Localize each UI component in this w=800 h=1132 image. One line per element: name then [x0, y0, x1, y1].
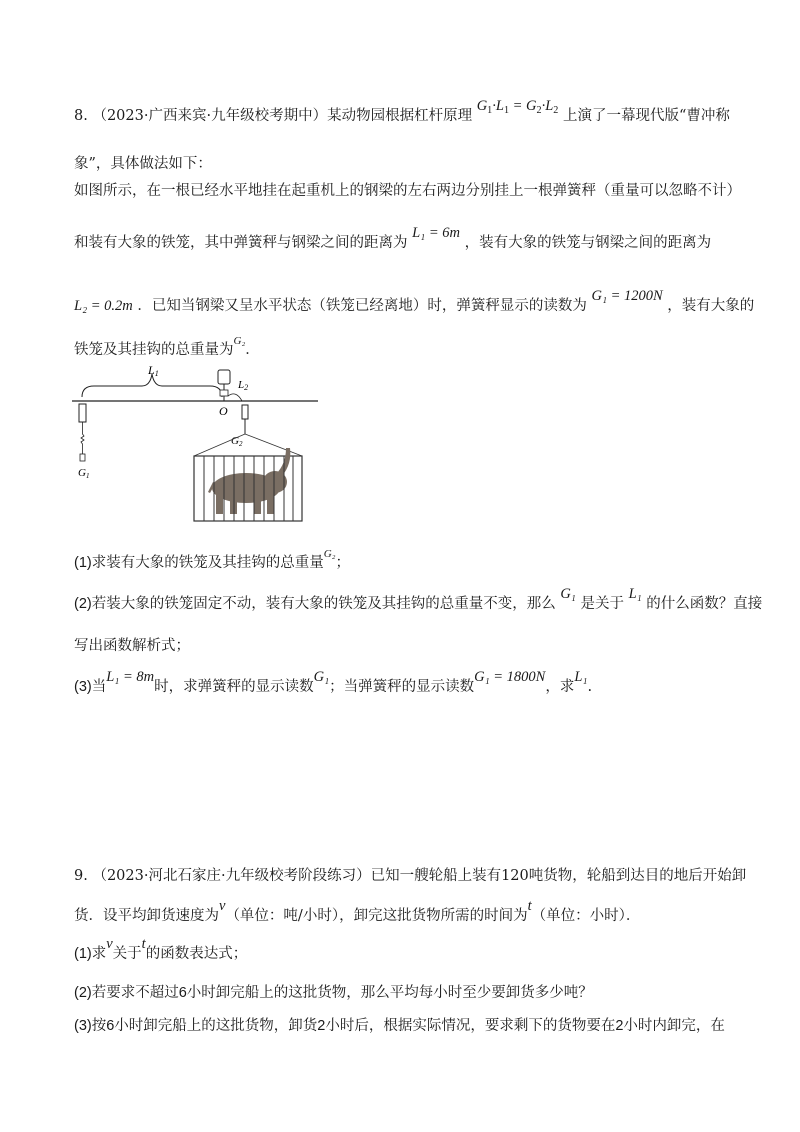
math-L1-6m: L₁ = 6m — [412, 225, 460, 241]
q8-line6-text-b: ． — [245, 342, 260, 358]
q8-line6-text-a: 铁笼及其挂钩的总重量为 — [74, 342, 234, 358]
math-v: v — [219, 898, 226, 914]
q8-sub2-text-a: (2)若装大象的铁笼固定不动，装有大象的铁笼及其挂钩的总重量不变，那么 — [74, 596, 556, 612]
q9-number: 9. — [74, 868, 88, 884]
q8-sub-3 — [74, 669, 593, 697]
l1-label: L1 — [148, 364, 159, 378]
q8-sub-1 — [74, 548, 351, 574]
lever-principle-formula: $G_1\cdot L_1 = G_2\cdot L_2$ — [476, 98, 559, 116]
q8-line4-text-a: 和装有大象的铁笼，其中弹簧秤与钢梁之间的距离为 — [74, 235, 408, 251]
crane-hook-box — [218, 370, 230, 384]
q8-line-3: 如图所示，在一根已经水平地挂在起重机上的钢梁的左右两边分别挂上一根弹簧秤（重量可以忽略不计） — [74, 183, 741, 199]
q8-line-2: 象”，具体做法如下： — [74, 156, 212, 172]
math-t-sub1: t — [141, 936, 146, 952]
q8-line-6 — [74, 335, 260, 361]
q8-sub1-text: (1)求装有大象的铁笼及其挂钩的总重量 — [74, 555, 324, 571]
q9-line2-text-c: （单位：小时）． — [531, 908, 641, 924]
l2-label: L2 — [238, 379, 249, 392]
spring-scale — [79, 404, 86, 422]
g1-label: G1 — [78, 467, 90, 480]
q8-sub3-text-e: . — [587, 679, 593, 695]
q8-sub2-text-c: 的什么函数？直接 — [646, 596, 763, 612]
q8-source: （2023·广西来宾·九年级校考期中）某动物园根据杠杆原理 — [92, 108, 473, 124]
elephant-image — [208, 448, 290, 514]
lever-figure — [70, 364, 330, 524]
q8-sub3-text-d: ，求 — [545, 679, 575, 695]
q8-sub3-text-a: (3)当 — [74, 679, 107, 695]
math-G1: G₁ — [560, 586, 576, 602]
g2-label: G2 — [231, 435, 243, 448]
q8-number: 8. — [74, 108, 88, 124]
math-L2-0.2m: L₂ = 0.2m — [74, 298, 133, 314]
math-G2: G₂ — [233, 335, 246, 347]
q8-line-1 — [74, 98, 730, 131]
q9-sub-2: (2)若要求不超过6小时卸完船上的这批货物，那么平均每小时至少要卸货多少吨？ — [74, 985, 593, 1001]
q8-line5-text-a: ．已知当钢梁又呈水平状态（铁笼已经离地）时，弹簧秤显示的读数为 — [137, 298, 587, 314]
q8-line1-tail: 上演了一幕现代版“曹冲称 — [562, 108, 730, 124]
q9-sub1-text-b: 关于 — [112, 946, 142, 962]
q8-line5-text-b: ，装有大象的 — [667, 298, 755, 314]
q9-sub-3: (3)按6小时卸完船上的这批货物，卸货2小时后，根据实际情况，要求剩下的货物要在2小时内卸完，在 — [74, 1018, 725, 1034]
math-L1: L₁ — [628, 586, 642, 602]
q9-sub1-text-c: 的函数表达式； — [145, 946, 248, 962]
q8-sub-2 — [74, 586, 763, 614]
math-L1-8m: L₁ = 8m — [106, 669, 155, 685]
math-G1-1800N: G₁ = 1800N — [474, 669, 546, 685]
q8-line-5 — [74, 288, 755, 316]
q8-line-4 — [74, 225, 712, 253]
pivot-o-label: O — [219, 404, 228, 418]
math-v-sub1: v — [106, 936, 113, 952]
q9-source: （2023·河北石家庄·九年级校考阶段练习）已知一艘轮船上装有120吨货物，轮船到达目的地后开始卸 — [92, 868, 747, 884]
q8-sub2-text-b: 是关于 — [580, 596, 624, 612]
q8-sub3-text-c: ；当弹簧秤的显示读数 — [329, 679, 475, 695]
q9-line-1 — [74, 866, 746, 886]
q9-sub1-text-a: (1)求 — [74, 946, 107, 962]
q8-sub-2-line2: 写出函数解析式； — [74, 638, 190, 654]
q9-sub-1 — [74, 936, 248, 964]
math-G1-read: G₁ — [313, 669, 330, 685]
l1-brace — [82, 374, 222, 397]
math-L1-ask: L₁ — [574, 669, 588, 685]
q8-sub3-text-b: 时，求弹簧秤的显示读数 — [154, 679, 314, 695]
math-G2-sub1: G₂ — [323, 548, 336, 560]
q8-sub1-end: ； — [335, 555, 351, 571]
q9-line-2 — [74, 898, 641, 926]
q8-line4-text-b: ，装有大象的铁笼与钢梁之间的距离为 — [464, 235, 712, 251]
elephant-cage — [194, 448, 302, 521]
q9-line2-text-b: （单位：吨/小时），卸完这批货物所需的时间为 — [225, 908, 528, 924]
math-t: t — [527, 898, 532, 914]
q9-line2-text-a: 货．设平均卸货速度为 — [74, 908, 219, 924]
math-G1-1200N: G₁ = 1200N — [591, 288, 663, 304]
